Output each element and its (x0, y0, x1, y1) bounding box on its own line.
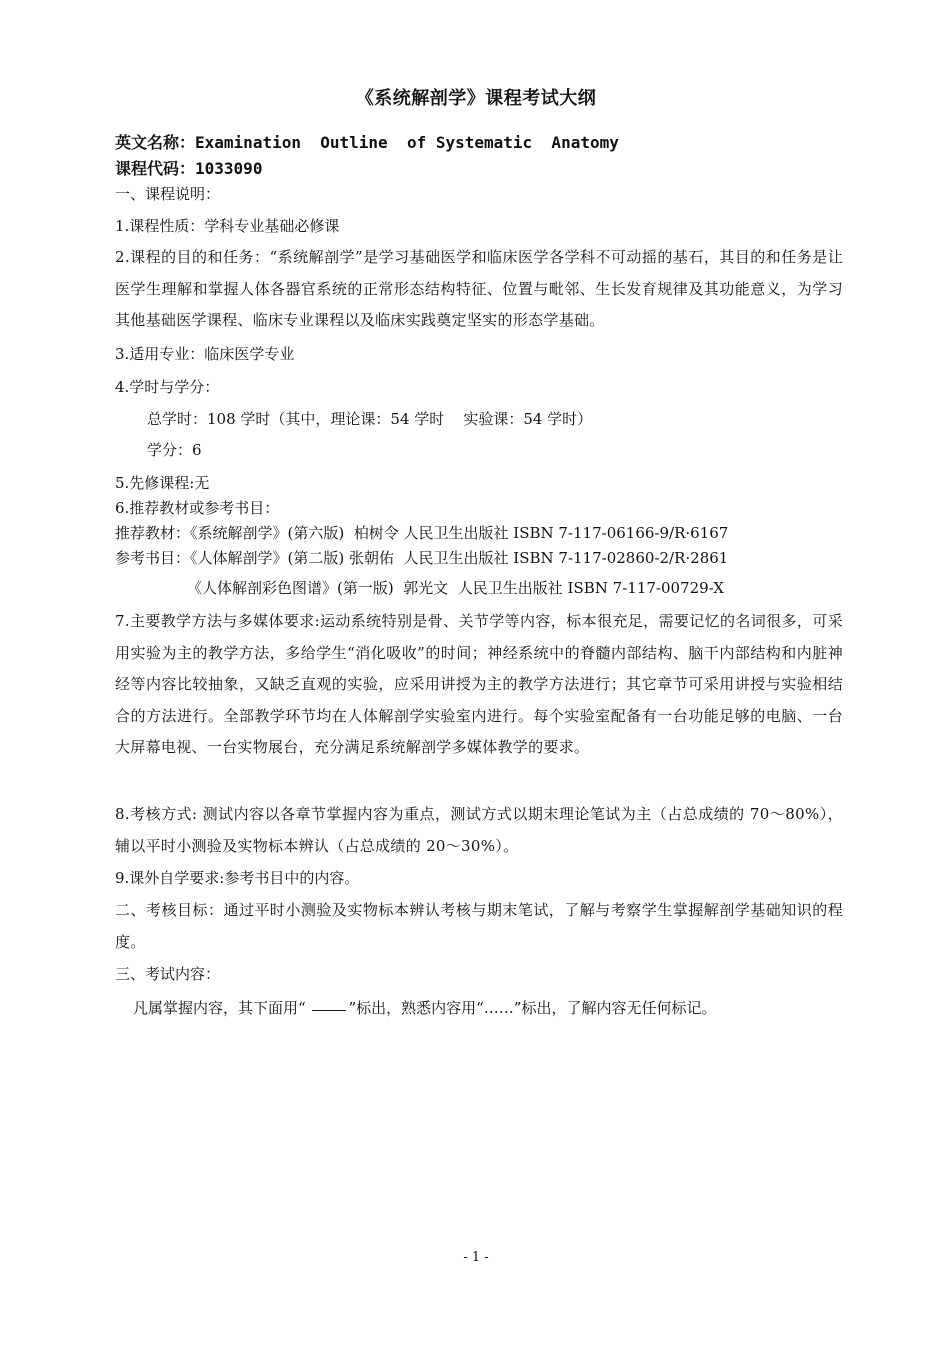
underline-mark (312, 1009, 346, 1011)
course-code-value: 1033090 (195, 159, 263, 178)
english-name-value: Examination Outline of Systematic Anatomy (195, 133, 619, 152)
item4-total-hours: 总学时：108 学时（其中，理论课：54 学时 实验课：54 学时） (147, 410, 593, 428)
item6-textbooks: 6.推荐教材或参考书目： (115, 499, 280, 517)
item9-self-study: 9.课外自学要求:参考书目中的内容。 (115, 869, 360, 887)
english-name-line (115, 133, 619, 153)
item8-assessment: 8.考核方式: 测试内容以各章节掌握内容为重点，测试方式以期末理论笔试为主（占总成绩的 70～80%），辅以平时小测验及实物标本辨认（占总成绩的 20～30%）。 (115, 805, 843, 855)
item4-credits: 学分：6 (147, 441, 202, 459)
section1-heading: 一、课程说明： (115, 185, 221, 203)
page-number: - 1 - (463, 1250, 489, 1265)
course-code-line (115, 159, 262, 179)
item4-hours-credits: 4.学时与学分： (115, 378, 220, 396)
marking-note-part2: ”标出，熟悉内容用“……”标出，了解内容无任何标记。 (348, 999, 717, 1017)
section3-marking-note (133, 998, 716, 1018)
reference-book-2: 《人体解剖彩色图谱》(第一版) 郭光文 人民卫生出版社 ISBN 7-117-00729-X (187, 579, 724, 597)
section3-heading: 三、考试内容： (115, 965, 221, 983)
reference-book-1: 参考书目：《人体解剖学》(第二版) 张朝佑 人民卫生出版社 ISBN 7-117-02860-2/R·2861 (115, 549, 729, 567)
course-code-label: 课程代码： (115, 159, 196, 178)
item2-objectives: 2.课程的目的和任务：“系统解剖学”是学习基础医学和临床医学各学科不可动摇的基石，其目的和任务是让医学生理解和掌握人体各器官系统的正常形态结构特征、位置与毗邻、生长发育规律及其功能意义，为学习其他基础医学课程、临床专业课程以及临床实践奠定坚实的形态学基础。 (115, 248, 843, 329)
marking-note-part1: 凡属掌握内容，其下面用“ (133, 999, 311, 1017)
item3-major: 3.适用专业：临床医学专业 (115, 345, 295, 363)
item5-prerequisites: 5.先修课程:无 (115, 474, 210, 492)
document-title: 《系统解剖学》课程考试大纲 (355, 88, 597, 109)
section2-objectives: 二、考核目标：通过平时小测验及实物标本辨认考核与期末笔试，了解与考察学生掌握解剖学基础知识的程度。 (115, 901, 843, 951)
item1-course-nature: 1.课程性质：学科专业基础必修课 (115, 217, 340, 235)
item7-teaching-methods: 7.主要教学方法与多媒体要求:运动系统特别是骨、关节学等内容，标本很充足，需要记忆的名词很多，可采用实验为主的教学方法，多给学生“消化吸收”的时间；神经系统中的脊髓内部结构、脑干内部结构和内脏神经等内容比较抽象，又缺乏直观的实验，应采用讲授为主的教学方法进行；其它章节可采用讲授与实验相结合的方法进行。全部教学环节均在人体解剖学实验室内进行。每个实验室配备有一台功能足够的电脑、一台大屏幕电视、一台实物展台，充分满足系统解剖学多媒体教学的要求。 (115, 612, 843, 756)
recommended-textbook: 推荐教材：《系统解剖学》(第六版) 柏树令 人民卫生出版社 ISBN 7-117-06166-9/R·6167 (115, 524, 729, 542)
english-name-label: 英文名称： (115, 133, 196, 152)
